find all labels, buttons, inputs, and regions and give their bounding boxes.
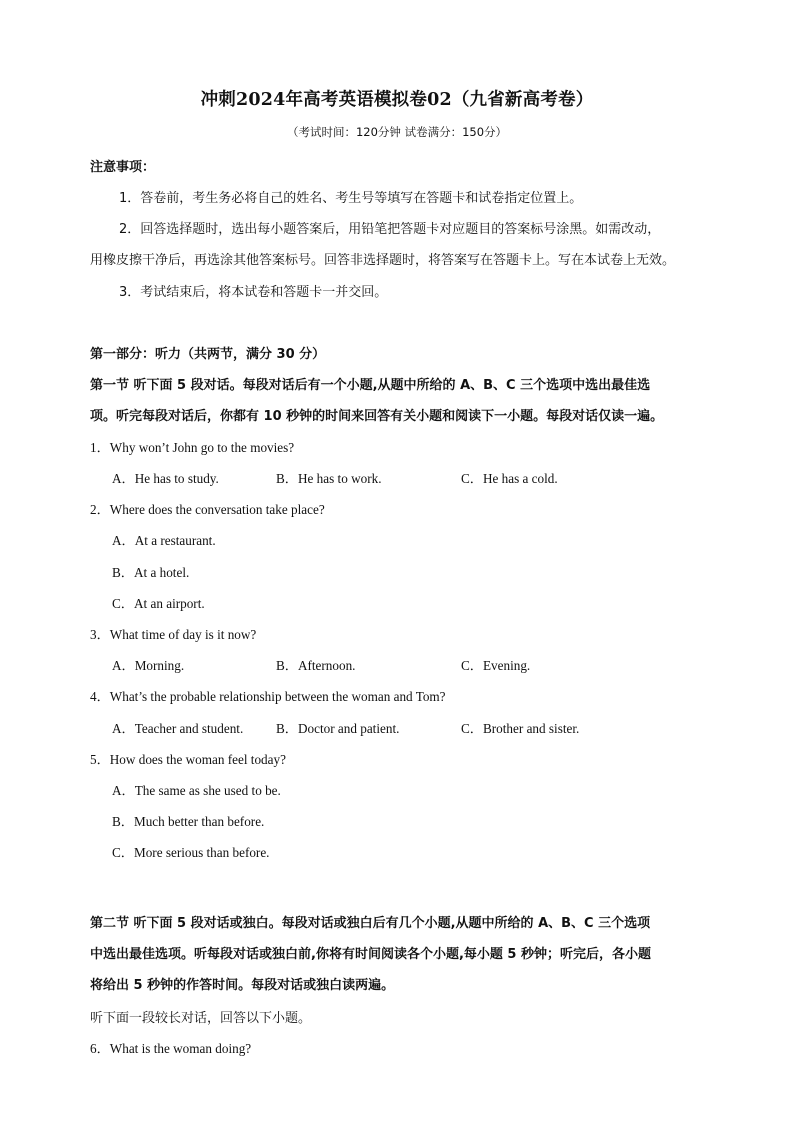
notice-heading: 注意事项： xyxy=(90,160,156,175)
section-2-instruction-line-2: 中选出最佳选项。听每段对话或独白前,你将有时间阅读各个小题,每小题 5 秒钟；听完后，各小题 xyxy=(90,947,651,962)
section-2-instruction-line-1: 第二节 听下面 5 段对话或独白。每段对话或独白后有几个小题,从题中所给的 A、B、C 三个选项 xyxy=(90,916,651,931)
section-2-instruction-line-3: 将给出 5 秒钟的作答时间。每段对话或独白读两遍。 xyxy=(90,978,395,993)
question-5: 5．How does the woman feel today? xyxy=(90,752,286,767)
question-2-option-b: B．At a hotel. xyxy=(112,565,190,580)
page-title: 冲刺2024年高考英语模拟卷02（九省新高考卷） xyxy=(200,90,594,110)
question-1-option-b: B．He has to work. xyxy=(276,471,382,486)
question-3-option-c: C．Evening. xyxy=(461,658,531,673)
exam-info: （考试时间：120分钟 试卷满分：150分） xyxy=(286,125,508,139)
dialogue-instruction: 听下面一段较长对话，回答以下小题。 xyxy=(90,1011,312,1026)
question-2-option-c: C．At an airport. xyxy=(112,596,205,611)
question-4-option-a: A．Teacher and student. xyxy=(112,721,244,736)
question-1-option-c: C．He has a cold. xyxy=(461,471,558,486)
notice-item-1: 1．答卷前，考生务必将自己的姓名、考生号等填写在答题卡和试卷指定位置上。 xyxy=(119,191,583,206)
question-2-option-a: A．At a restaurant. xyxy=(112,533,216,548)
question-1: 1．Why won’t John go to the movies? xyxy=(90,440,295,455)
question-5-option-b: B．Much better than before. xyxy=(112,814,265,829)
question-4-option-b: B．Doctor and patient. xyxy=(276,721,400,736)
question-3: 3．What time of day is it now? xyxy=(90,627,257,642)
question-4-option-c: C．Brother and sister. xyxy=(461,721,580,736)
notice-item-3: 3．考试结束后，将本试卷和答题卡一并交回。 xyxy=(119,285,388,300)
question-6: 6．What is the woman doing? xyxy=(90,1041,252,1056)
part-1-heading: 第一部分：听力（共两节，满分 30 分） xyxy=(90,347,326,362)
question-3-option-a: A．Morning. xyxy=(112,658,185,673)
question-1-option-a: A．He has to study. xyxy=(112,471,219,486)
section-1-instruction-line-2: 项。听完每段对话后，你都有 10 秒钟的时间来回答有关小题和阅读下一小题。每段对话仅读一遍。 xyxy=(90,409,664,424)
question-5-option-a: A．The same as she used to be. xyxy=(112,783,281,798)
notice-item-2-line-2: 用橡皮擦干净后，再选涂其他答案标号。回答非选择题时，将答案写在答题卡上。写在本试卷上无效。 xyxy=(90,253,676,268)
section-1-instruction-line-1: 第一节 听下面 5 段对话。每段对话后有一个小题,从题中所给的 A、B、C 三个选项中选出最佳选 xyxy=(90,378,651,393)
question-3-option-b: B．Afternoon. xyxy=(276,658,356,673)
question-2: 2．Where does the conversation take place? xyxy=(90,502,325,517)
notice-item-2-line-1: 2．回答选择题时，选出每小题答案后，用铅笔把答题卡对应题目的答案标号涂黑。如需改动， xyxy=(119,222,661,237)
question-5-option-c: C．More serious than before. xyxy=(112,845,270,860)
question-4: 4．What’s the probable relationship between the woman and Tom? xyxy=(90,689,446,704)
